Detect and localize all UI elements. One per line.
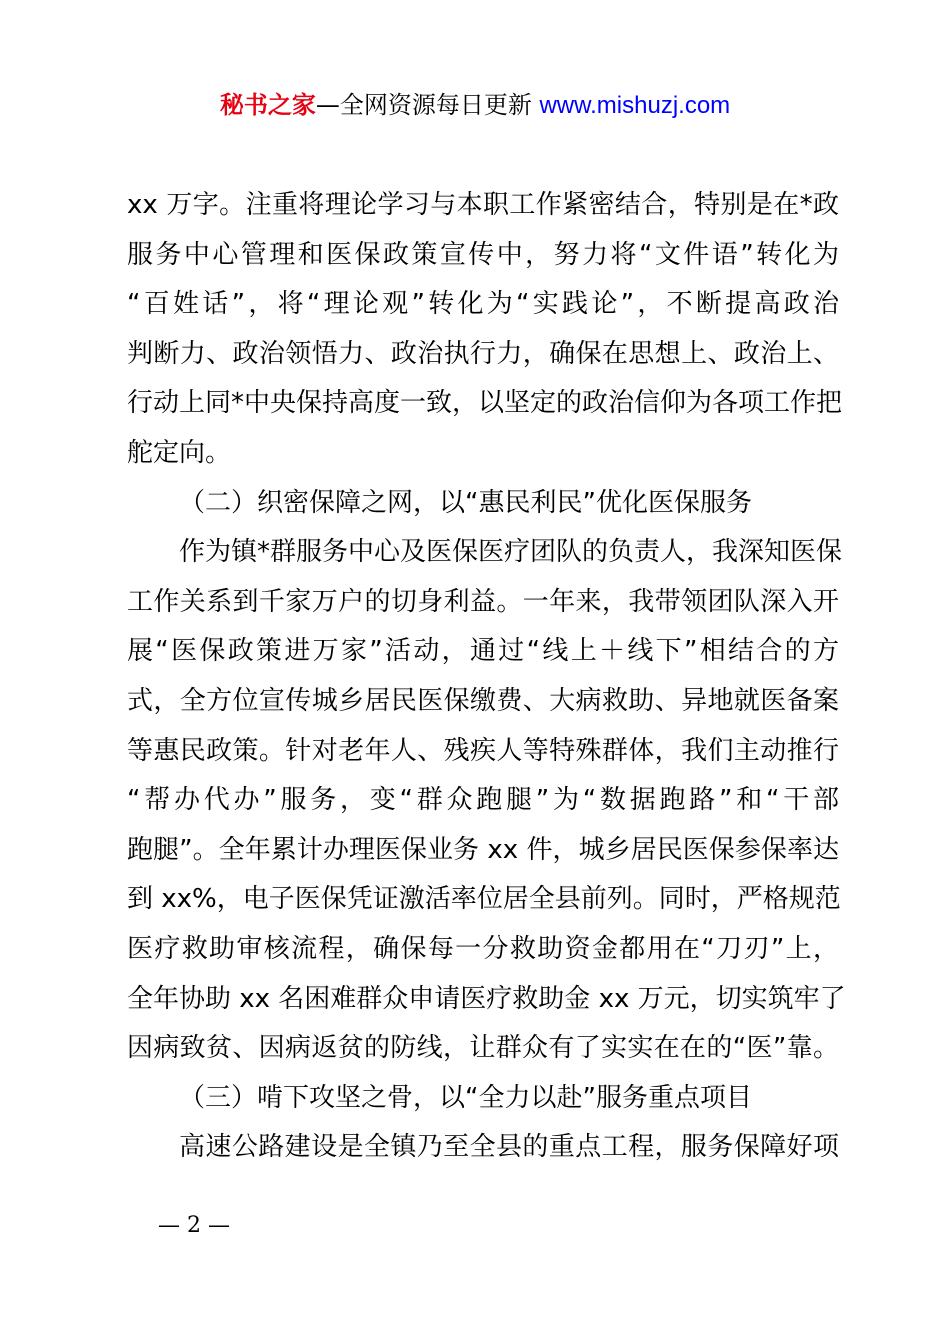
text-line: 舵定向。 (127, 437, 232, 468)
text-line: 跑腿”。全年累计办理医保业务 xx 件，城乡居民医保参保率达 (127, 834, 839, 865)
page-number: — 2 — (158, 1213, 230, 1238)
text-line: 展“医保政策进万家”活动，通过“线上＋线下”相结合的方 (127, 636, 839, 667)
section-heading: （二）织密保障之网，以“惠民利民”优化医保服务 (179, 487, 752, 518)
text-line: 行动上同*中央保持高度一致，以坚定的政治信仰为各项工作把 (127, 388, 843, 419)
section-heading: （三）啃下攻坚之骨，以“全力以赴”服务重点项目 (179, 1082, 752, 1113)
text-line: 全年协助 xx 名困难群众申请医疗救助金 xx 万元，切实筑牢了 (127, 983, 846, 1014)
text-line: 高速公路建设是全镇乃至全县的重点工程，服务保障好项 (179, 1132, 839, 1163)
brand-name: 秘书之家 (219, 91, 316, 119)
text-line: 服务中心管理和医保政策宣传中，努力将“文件语”转化为 (127, 239, 839, 270)
text-line: 作为镇*群服务中心及医保医疗团队的负责人，我深知医保 (179, 537, 843, 568)
header-slogan: —全网资源每日更新 (315, 91, 540, 119)
site-header (0, 88, 950, 123)
text-line: “百姓话”，将“理论观”转化为“实践论”，不断提高政治 (127, 289, 839, 320)
text-line: 等惠民政策。针对老年人、残疾人等特殊群体，我们主动推行 (127, 735, 839, 766)
text-line: 工作关系到千家万户的切身利益。一年来，我带领团队深入开 (127, 586, 839, 617)
text-line: 到 xx%，电子医保凭证激活率位居全县前列。同时，严格规范 (127, 884, 841, 915)
text-line: 判断力、政治领悟力、政治执行力，确保在思想上、政治上、 (127, 338, 839, 369)
site-url[interactable]: www.mishuzj.com (539, 92, 731, 119)
document-body (127, 181, 846, 1173)
text-line: 式，全方位宣传城乡居民医保缴费、大病救助、异地就医备案 (127, 685, 839, 716)
text-line: “帮办代办”服务，变“群众跑腿”为“数据跑路”和“干部 (127, 785, 839, 816)
text-line: 医疗救助审核流程，确保每一分救助资金都用在“刀刃”上， (127, 933, 839, 964)
text-line: 因病致贫、因病返贫的防线，让群众有了实实在在的“医”靠。 (127, 1033, 839, 1064)
text-line: xx 万字。注重将理论学习与本职工作紧密结合，特别是在*政 (127, 190, 839, 220)
